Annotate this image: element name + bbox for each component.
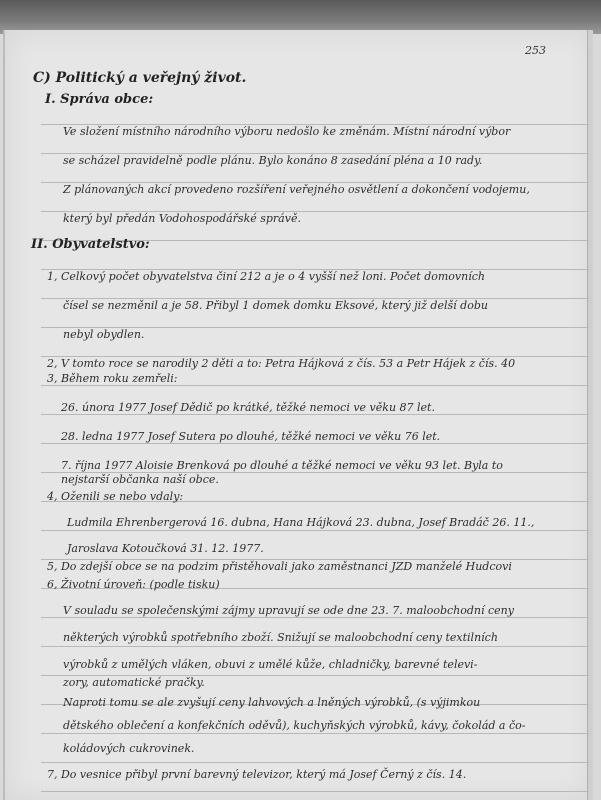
ruled-line (41, 791, 589, 792)
page-number: 253 (525, 44, 546, 57)
list-item-line: V souladu se společenskými zájmy upravují se ode dne 23. 7. maloobchodní ceny (63, 604, 514, 617)
list-item-line: 26. února 1977 Josef Dědič po krátké, těžké nemoci ve věku 87 let. (61, 401, 435, 414)
section-title: C) Politický a veřejný život. (33, 70, 247, 86)
list-item-line: 1, Celkový počet obyvatelstva činí 212 a je o 4 vyšší než loni. Počet domovních (47, 270, 485, 283)
list-item-line: čísel se nezměnil a je 58. Přibyl 1 domek domku Eksové, který již delší dobu (63, 299, 488, 312)
subsection-title-administration: I. Správa obce: (45, 92, 154, 107)
ruled-line (41, 646, 589, 647)
ruled-line (41, 733, 589, 734)
scanner-top-edge (0, 0, 601, 34)
list-item-line: nebyl obydlen. (63, 328, 145, 341)
list-item-line: nejstarší občanka naší obce. (61, 473, 219, 486)
list-item-heading: 6, Životní úroveň: (podle tisku) (47, 578, 220, 591)
ruled-line (41, 762, 589, 763)
list-item-line: zory, automatické pračky. (63, 676, 205, 689)
subsection-title-population: II. Obyvatelstvo: (31, 237, 150, 252)
list-item-line: 7. října 1977 Aloisie Brenková po dlouhé a těžké nemoci ve věku 93 let. Byla to (61, 459, 503, 472)
list-item-line: 7, Do vesnice přibyl první barevný televizor, který má Josef Černý z čís. 14. (47, 768, 467, 781)
list-item-line: Ludmila Ehrenbergerová 16. dubna, Hana Hájková 23. dubna, Josef Bradáč 26. 11., (67, 516, 535, 529)
list-item-line: dětského oblečení a konfekčních oděvů), kuchyňských výrobků, kávy, čokolád a čo- (63, 719, 526, 732)
list-item-heading: 3, Během roku zemřeli: (47, 372, 178, 385)
text-line: se scházel pravidelně podle plánu. Bylo konáno 8 zasedání pléna a 10 rady. (63, 154, 483, 167)
list-item-line: Naproti tomu se ale zvyšují ceny lahvových a lněných výrobků, (s výjimkou (63, 696, 481, 709)
handwritten-page (3, 30, 593, 800)
list-item-line: Jaroslava Kotoučková 31. 12. 1977. (67, 542, 264, 555)
text-line: Z plánovaných akcí provedeno rozšíření veřejného osvětlení a dokončení vodojemu, (63, 183, 530, 196)
list-item-heading: 4, Oženili se nebo vdaly: (47, 490, 184, 503)
text-line: který byl předán Vodohospodářské správě. (63, 212, 301, 225)
list-item-line: 2, V tomto roce se narodily 2 děti a to: Petra Hájková z čís. 53 a Petr Hájek z čís. 40 (47, 357, 516, 370)
list-item-line: koládových cukrovinek. (63, 742, 195, 755)
page-edge (587, 30, 593, 800)
ruled-line (41, 530, 589, 531)
list-item-line: 28. ledna 1977 Josef Sutera po dlouhé, těžké nemoci ve věku 76 let. (61, 430, 441, 443)
list-item-line: 5, Do zdejší obce se na podzim přistěhovali jako zaměstnanci JZD manželé Hudcovi (47, 560, 512, 573)
text-line: Ve složení místního národního výboru nedošlo ke změnám. Místní národní výbor (63, 125, 511, 138)
list-item-line: některých výrobků spotřebního zboží. Snižují se maloobchodní ceny textilních (63, 631, 498, 644)
list-item-line: výrobků z umělých vláken, obuvi z umělé kůže, chladničky, barevné televi- (63, 658, 478, 671)
